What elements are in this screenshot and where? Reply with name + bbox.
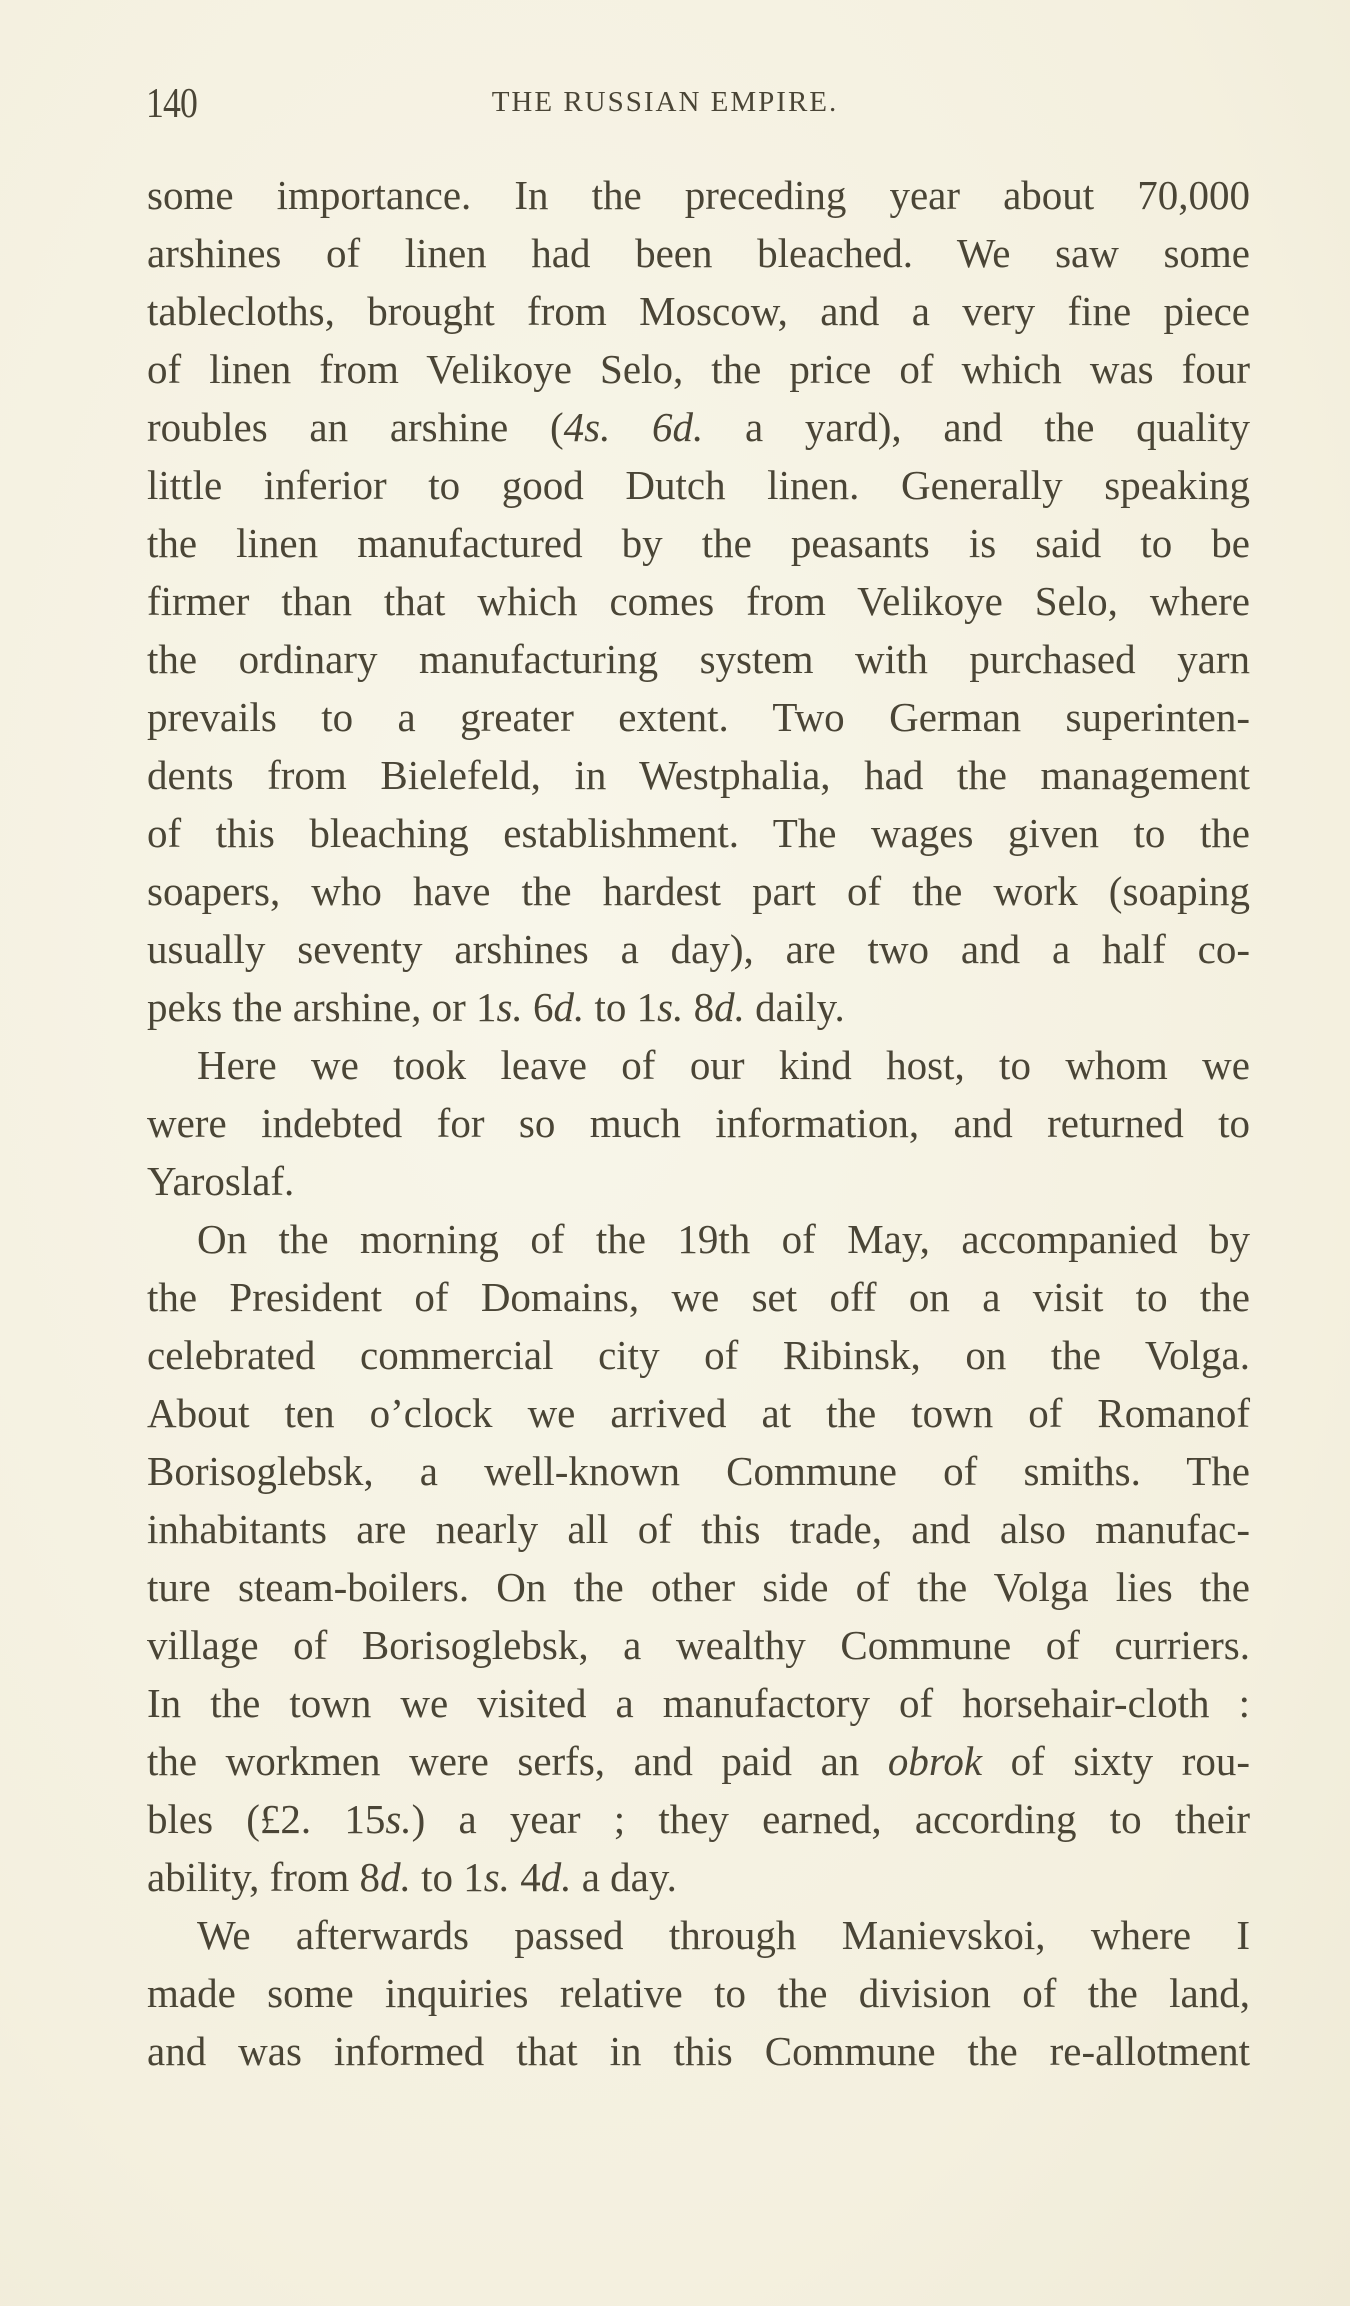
- italic-text: s.: [483, 1854, 510, 1900]
- paragraph: [147, 166, 1250, 1036]
- text-segment: a yard), and the quality: [703, 404, 1250, 450]
- text-segment: made some inquiries relative to the division of the land,: [147, 1970, 1250, 2016]
- text-line: [147, 1442, 1250, 1500]
- text-segment: 8: [683, 984, 715, 1030]
- text-line: [147, 1964, 1250, 2022]
- italic-text: 4s. 6d.: [563, 404, 704, 450]
- text-segment: ability, from 8: [147, 1854, 381, 1900]
- text-segment: Borisoglebsk, a well-known Commune of smiths. The: [147, 1448, 1250, 1494]
- text-segment: Yaroslaf.: [147, 1158, 295, 1204]
- paragraph: [147, 1210, 1250, 1906]
- italic-text: d.: [380, 1854, 411, 1900]
- text-line: [147, 978, 1250, 1036]
- text-segment: of linen from Velikoye Selo, the price of which was four: [147, 346, 1250, 392]
- text-line: [147, 746, 1250, 804]
- italic-text: obrok: [887, 1738, 983, 1784]
- body-text: [147, 166, 1250, 2080]
- text-segment: We afterwards passed through Manievskoi, where I: [197, 1912, 1250, 1958]
- text-line: [147, 224, 1250, 282]
- text-segment: a day.: [571, 1854, 677, 1900]
- text-line: [147, 862, 1250, 920]
- text-segment: 4: [509, 1854, 541, 1900]
- text-segment: the linen manufactured by the peasants is said to be: [147, 520, 1250, 566]
- text-line: [147, 688, 1250, 746]
- text-line: [147, 166, 1250, 224]
- text-segment: usually seventy arshines a day), are two and a half co-: [147, 926, 1250, 972]
- text-segment: the President of Domains, we set off on a visit to the: [147, 1274, 1250, 1320]
- running-title-text: THE RUSSIAN EMPIRE.: [491, 86, 839, 118]
- italic-text: s.: [657, 984, 684, 1030]
- text-line: [147, 1790, 1250, 1848]
- paragraph: [147, 1036, 1250, 1210]
- text-line: [147, 1384, 1250, 1442]
- text-line: [147, 1906, 1250, 1964]
- text-line: [147, 572, 1250, 630]
- text-line: [147, 920, 1250, 978]
- text-line: [147, 398, 1250, 456]
- text-line: [147, 340, 1250, 398]
- text-line: [147, 1152, 1250, 1210]
- text-line: [147, 1326, 1250, 1384]
- text-segment: tablecloths, brought from Moscow, and a very fine piece: [147, 288, 1250, 334]
- text-segment: firmer than that which comes from Velikoye Selo, where: [147, 578, 1250, 624]
- text-segment: the workmen were serfs, and paid an: [147, 1738, 888, 1784]
- text-segment: On the morning of the 19th of May, accompanied by: [197, 1216, 1250, 1262]
- text-segment: of this bleaching establishment. The wages given to the: [147, 810, 1250, 856]
- text-segment: daily.: [744, 984, 845, 1030]
- text-line: [147, 456, 1250, 514]
- text-line: [147, 1558, 1250, 1616]
- text-segment: the ordinary manufacturing system with purchased yarn: [147, 636, 1250, 682]
- text-line: [147, 1500, 1250, 1558]
- text-segment: soapers, who have the hardest part of the work (soaping: [147, 868, 1250, 914]
- text-line: [147, 282, 1250, 340]
- text-segment: and was informed that in this Commune the re-allotment: [147, 2028, 1250, 2074]
- italic-text: d.: [553, 984, 585, 1030]
- text-segment: dents from Bielefeld, in Westphalia, had the management: [147, 752, 1250, 798]
- text-segment: little inferior to good Dutch linen. Generally speaking: [147, 462, 1250, 508]
- text-line: [147, 1674, 1250, 1732]
- text-segment: arshines of linen had been bleached. We saw some: [147, 230, 1250, 276]
- text-segment: to 1: [410, 1854, 484, 1900]
- text-segment: to 1: [584, 984, 658, 1030]
- italic-text: d.: [540, 1854, 572, 1900]
- text-segment: In the town we visited a manufactory of horsehair-cloth :: [147, 1680, 1250, 1726]
- italic-text: s.: [385, 1796, 412, 1842]
- text-segment: inhabitants are nearly all of this trade, and also manufac-: [147, 1506, 1250, 1552]
- text-line: [147, 1036, 1250, 1094]
- text-segment: celebrated commercial city of Ribinsk, on the Volga.: [147, 1332, 1250, 1378]
- text-segment: peks the arshine, or 1: [147, 984, 497, 1030]
- page-number: 140: [146, 81, 197, 127]
- text-line: [147, 804, 1250, 862]
- paragraph: [147, 1906, 1250, 2080]
- text-segment: were indebted for so much information, and returned to: [147, 1100, 1250, 1146]
- text-segment: some importance. In the preceding year about 70,000: [147, 172, 1250, 218]
- text-line: [147, 1094, 1250, 1152]
- italic-text: d.: [714, 984, 745, 1030]
- text-line: [147, 1848, 1250, 1906]
- text-line: [147, 1268, 1250, 1326]
- italic-text: s.: [496, 984, 523, 1030]
- text-segment: Here we took leave of our kind host, to whom we: [197, 1042, 1250, 1088]
- text-segment: bles (£2. 15: [147, 1796, 386, 1842]
- text-segment: ) a year ; they earned, according to their: [411, 1796, 1250, 1842]
- text-segment: ture steam-boilers. On the other side of the Volga lies the: [147, 1564, 1250, 1610]
- text-segment: of sixty rou-: [982, 1738, 1251, 1784]
- text-segment: village of Borisoglebsk, a wealthy Commune of curriers.: [147, 1622, 1250, 1668]
- text-segment: roubles an arshine (: [147, 404, 564, 450]
- text-segment: prevails to a greater extent. Two German superinten-: [147, 694, 1250, 740]
- text-line: [147, 1210, 1250, 1268]
- text-line: [147, 514, 1250, 572]
- text-line: [147, 2022, 1250, 2080]
- text-line: [147, 1732, 1250, 1790]
- text-segment: About ten o’clock we arrived at the town of Romanof: [147, 1390, 1250, 1436]
- running-title: [0, 86, 1350, 119]
- text-line: [147, 1616, 1250, 1674]
- text-segment: 6: [522, 984, 554, 1030]
- text-line: [147, 630, 1250, 688]
